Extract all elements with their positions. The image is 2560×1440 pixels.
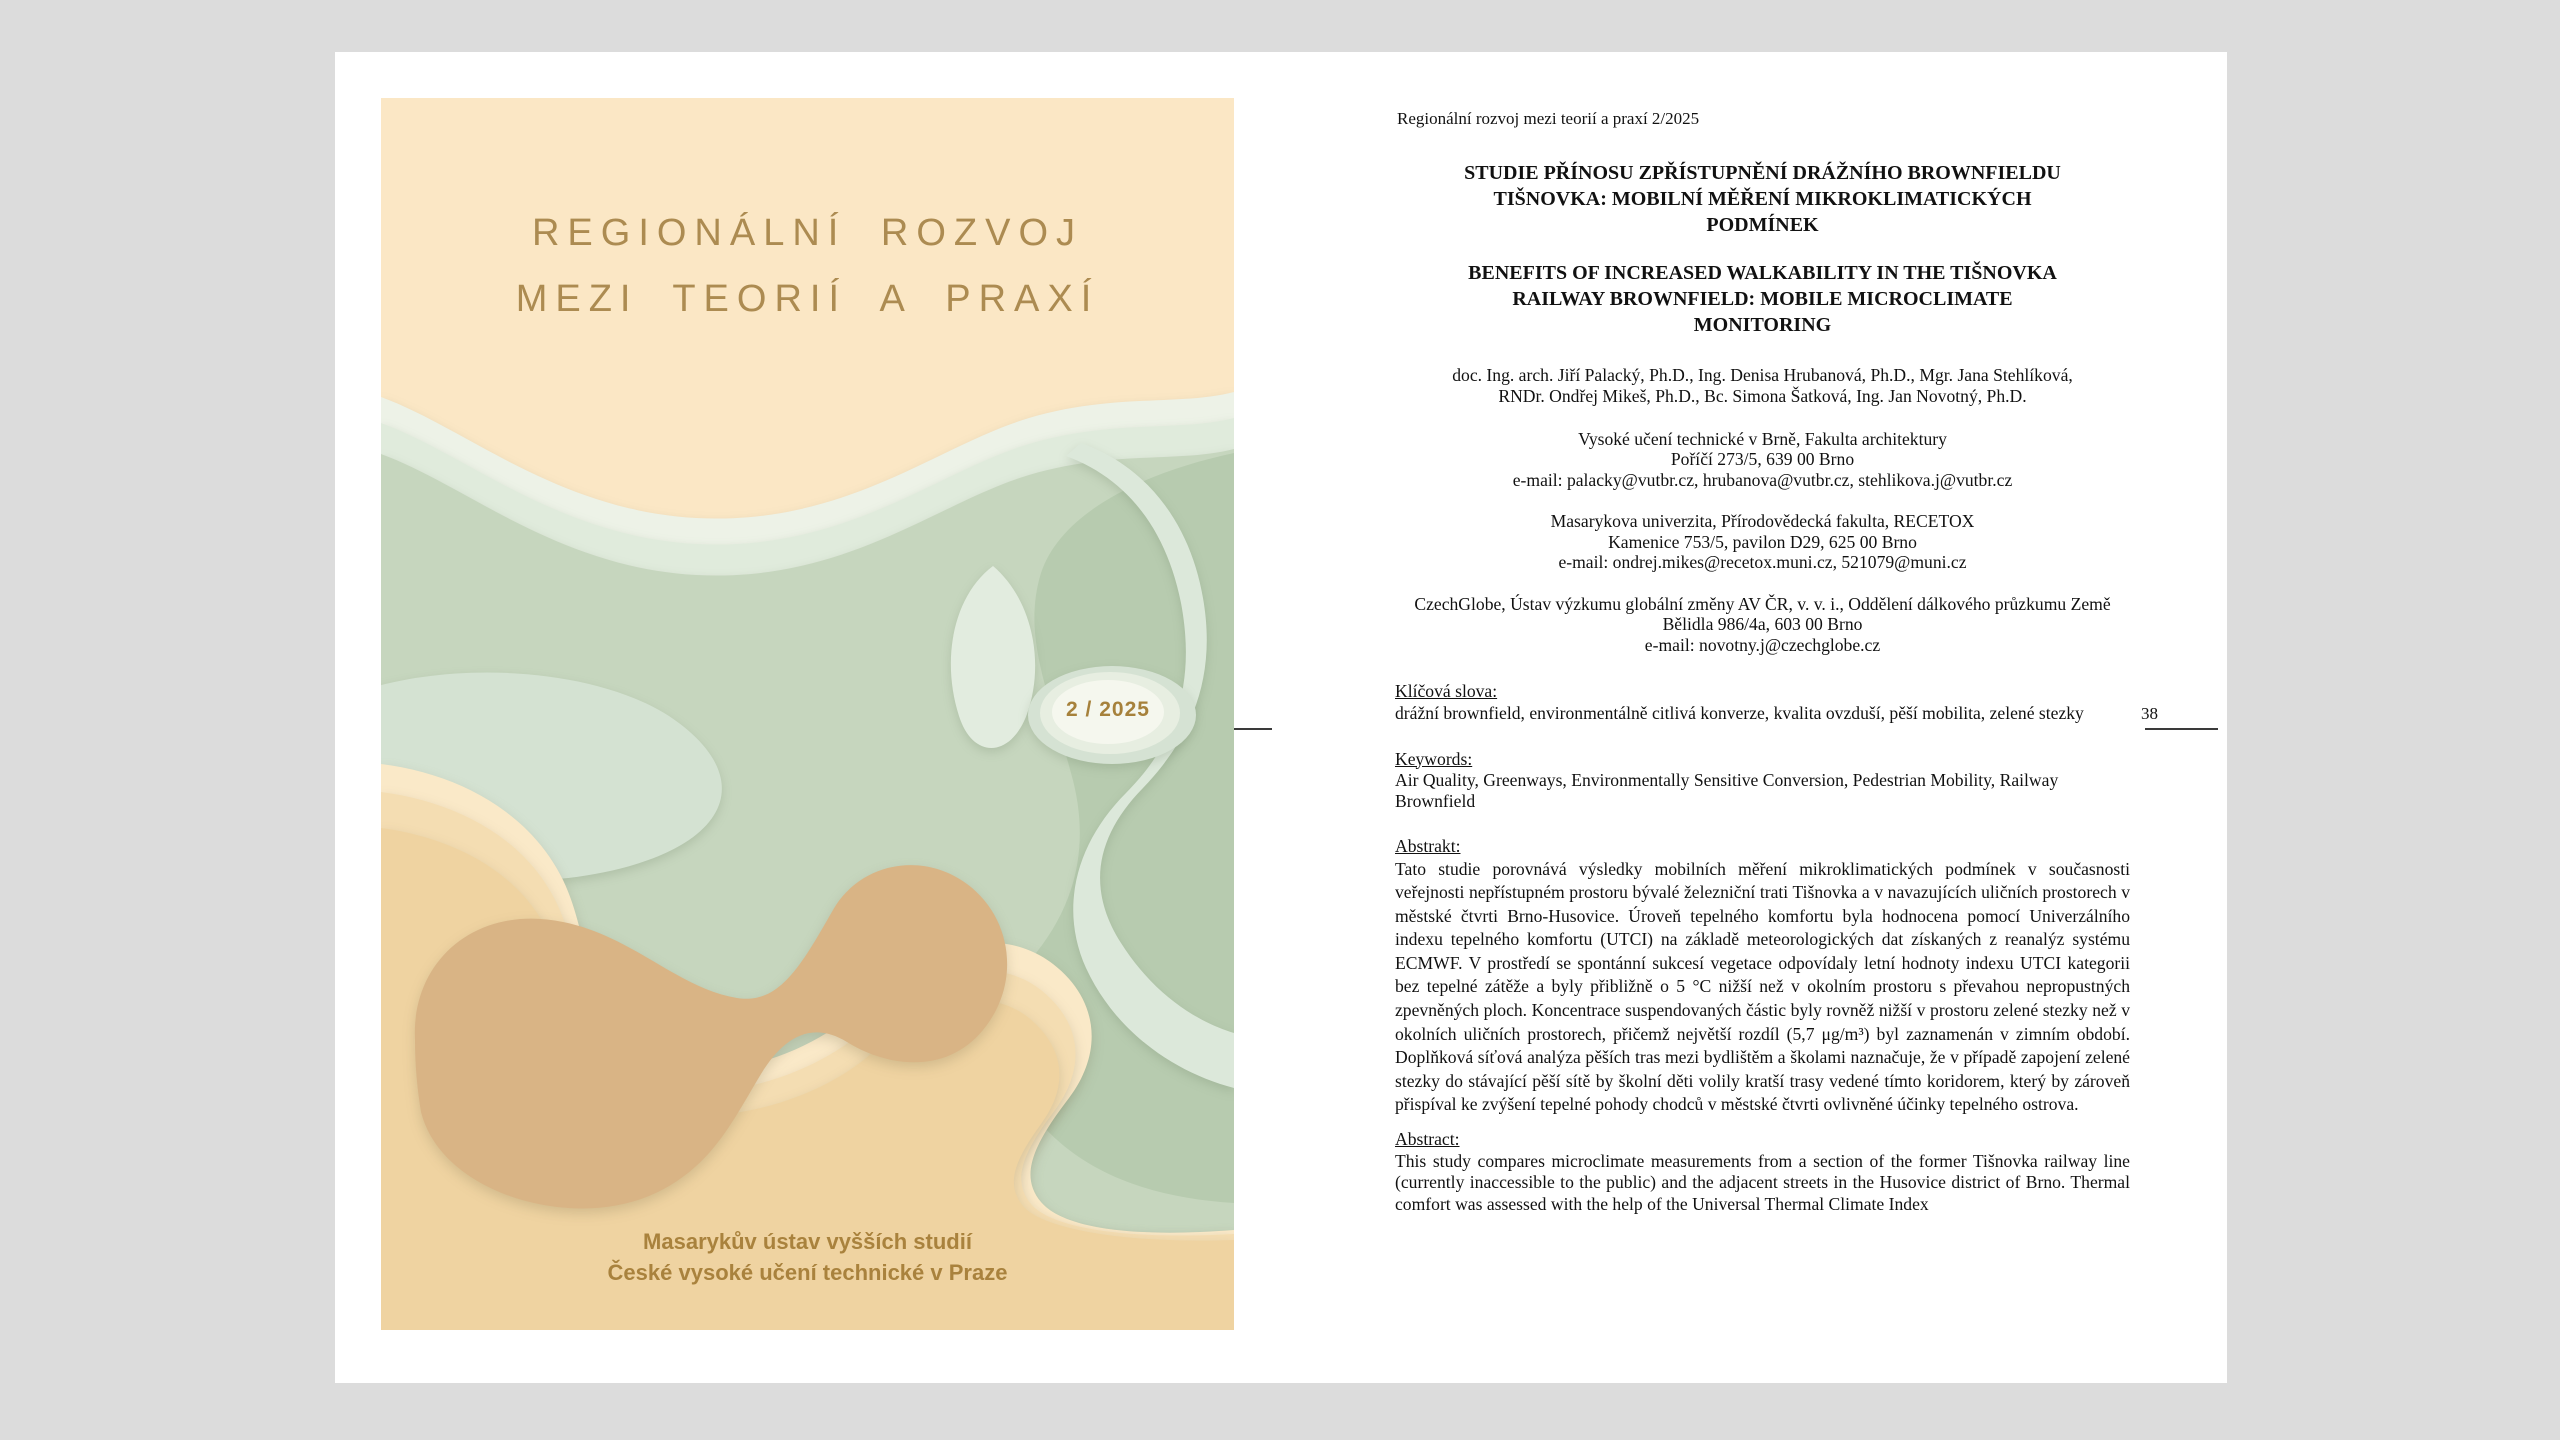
- cover-publisher: [381, 1226, 1234, 1288]
- affiliation-1-email: e-mail: palacky@vutbr.cz, hrubanova@vutbr.cz, stehlikova.j@vutbr.cz: [1512, 469, 2013, 490]
- gutter-rule: [1234, 728, 1272, 730]
- page-number-rule: [2145, 728, 2218, 730]
- keywords-cs: drážní brownfield, environmentálně citlivá konverze, kvalita ovzduší, pěší mobilita, zelené stezky: [1395, 702, 2084, 723]
- page-number: 38: [2141, 704, 2158, 723]
- issue-badge: 2 / 2025: [1066, 698, 1150, 721]
- cover-title: [381, 200, 1234, 332]
- authors-line2: RNDr. Ondřej Mikeš, Ph.D., Bc. Simona Šatková, Ing. Jan Novotný, Ph.D.: [1498, 386, 2027, 406]
- abstract-cs-label: Abstrakt:: [1395, 836, 1461, 856]
- affiliation-3-address: Bělidla 986/4a, 603 00 Brno: [1662, 614, 1863, 634]
- abstract-cs: Tato studie porovnává výsledky mobilních měření mikroklimatických podmínek v současnosti veřejnosti nepřístupném prostoru bývalé železniční trati Tišnovka a v navazujících uličních prostorech v městské čtvrti Brno-Husovice. Úroveň tepelného komfortu byla hodnocena pomocí Univerzálního indexu tepelného komfortu (UTCI) na základě meteorologických dat získaných z reanalýz systému ECMWF. V prostředí se spontánní sukcesí vegetace odpovídaly letní hodnoty indexu UTCI kategorii bez tepelné zátěže a byly přibližně o 5 °C nižší než v okolním prostoru s převahou nepropustných zpevněných ploch. Koncentrace suspendovaných částic byly rovněž nižší v prostoru zelené stezky než v okolních uličních prostorech, přičemž největší rozdíl (5,7 μg/m³) byl zaznamenán v zimním období. Doplňková síťová analýza pěších tras mezi bydlištěm a školami naznačuje, že v případě zapojení zelené stezky do stávající pěší sítě by školní děti volily kratší trasy vedené tímto koridorem, který by zároveň přispíval ke zvýšení tepelné pohody chodců v městské čtvrti ovlivněné účinky tepelného ostrova.: [1395, 858, 2130, 1115]
- affiliation-2-address: Kamenice 753/5, pavilon D29, 625 00 Brno: [1608, 531, 1917, 552]
- abstract-en: This study compares microclimate measurements from a section of the former Tišnovka railway line (currently inaccessible to the public) and the adjacent streets in the Husovice district of Brno. Thermal comfort was assessed with the help of the Universal Thermal Climate Index: [1395, 1150, 2130, 1214]
- affiliation-3: [1395, 594, 2130, 656]
- title-en-line1: BENEFITS OF INCREASED WALKABILITY IN THE TIŠNOVKA: [1468, 261, 2057, 284]
- title-cs-line3: PODMÍNEK: [1706, 213, 1819, 236]
- authors-line1: doc. Ing. arch. Jiří Palacký, Ph.D., Ing. Denisa Hrubanová, Ph.D., Mgr. Jana Stehlíková,: [1452, 364, 2073, 385]
- affiliation-3-institution: CzechGlobe, Ústav výzkumu globální změny AV ČR, v. v. i., Oddělení dálkového průzkumu Země: [1414, 593, 2111, 614]
- keywords-cs-label: Klíčová slova:: [1395, 681, 1498, 701]
- affiliation-2-institution: Masarykova univerzita, Přírodovědecká fakulta, RECETOX: [1550, 511, 1975, 531]
- title-en-line2: RAILWAY BROWNFIELD: MOBILE MICROCLIMATE: [1512, 287, 2013, 310]
- keywords-en-label: Keywords:: [1395, 748, 1473, 769]
- affiliation-3-email: e-mail: novotny.j@czechglobe.cz: [1644, 634, 1881, 655]
- cover-title-line1: REGIONÁLNÍ ROZVOJ: [531, 212, 1084, 254]
- title-cs-line2: TIŠNOVKA: MOBILNÍ MĚŘENÍ MIKROKLIMATICKÝCH: [1493, 187, 2032, 210]
- title-cs-line1: STUDIE PŘÍNOSU ZPŘÍSTUPNĚNÍ DRÁŽNÍHO BROWNFIELDU: [1464, 161, 2061, 184]
- cover-title-line2: MEZI TEORIÍ A PRAXÍ: [515, 278, 1100, 320]
- affiliation-1-address: Poříčí 273/5, 639 00 Brno: [1670, 449, 1855, 469]
- article-title-cs: [1395, 160, 2130, 238]
- author-list: [1395, 365, 2130, 408]
- publisher-line1: Masarykův ústav vyšších studií: [643, 1229, 972, 1254]
- title-en-line3: MONITORING: [1693, 313, 1832, 336]
- running-header: Regionální rozvoj mezi teorií a praxí 2/2025: [1397, 109, 1700, 128]
- abstract-en-label: Abstract:: [1395, 1129, 1460, 1150]
- document-sheet: [335, 52, 2227, 1383]
- article-page: [1395, 108, 2130, 1215]
- journal-cover: [381, 98, 1234, 1330]
- publisher-line2: České vysoké učení technické v Praze: [607, 1260, 1008, 1285]
- affiliation-2: [1395, 511, 2130, 573]
- keywords-en: Air Quality, Greenways, Environmentally Sensitive Conversion, Pedestrian Mobility, Railway Brownfield: [1395, 770, 2059, 811]
- affiliation-2-email: e-mail: ondrej.mikes@recetox.muni.cz, 521079@muni.cz: [1558, 552, 1967, 572]
- article-title-en: [1395, 260, 2130, 338]
- affiliation-1: [1395, 429, 2130, 491]
- affiliation-1-institution: Vysoké učení technické v Brně, Fakulta architektury: [1578, 428, 1947, 449]
